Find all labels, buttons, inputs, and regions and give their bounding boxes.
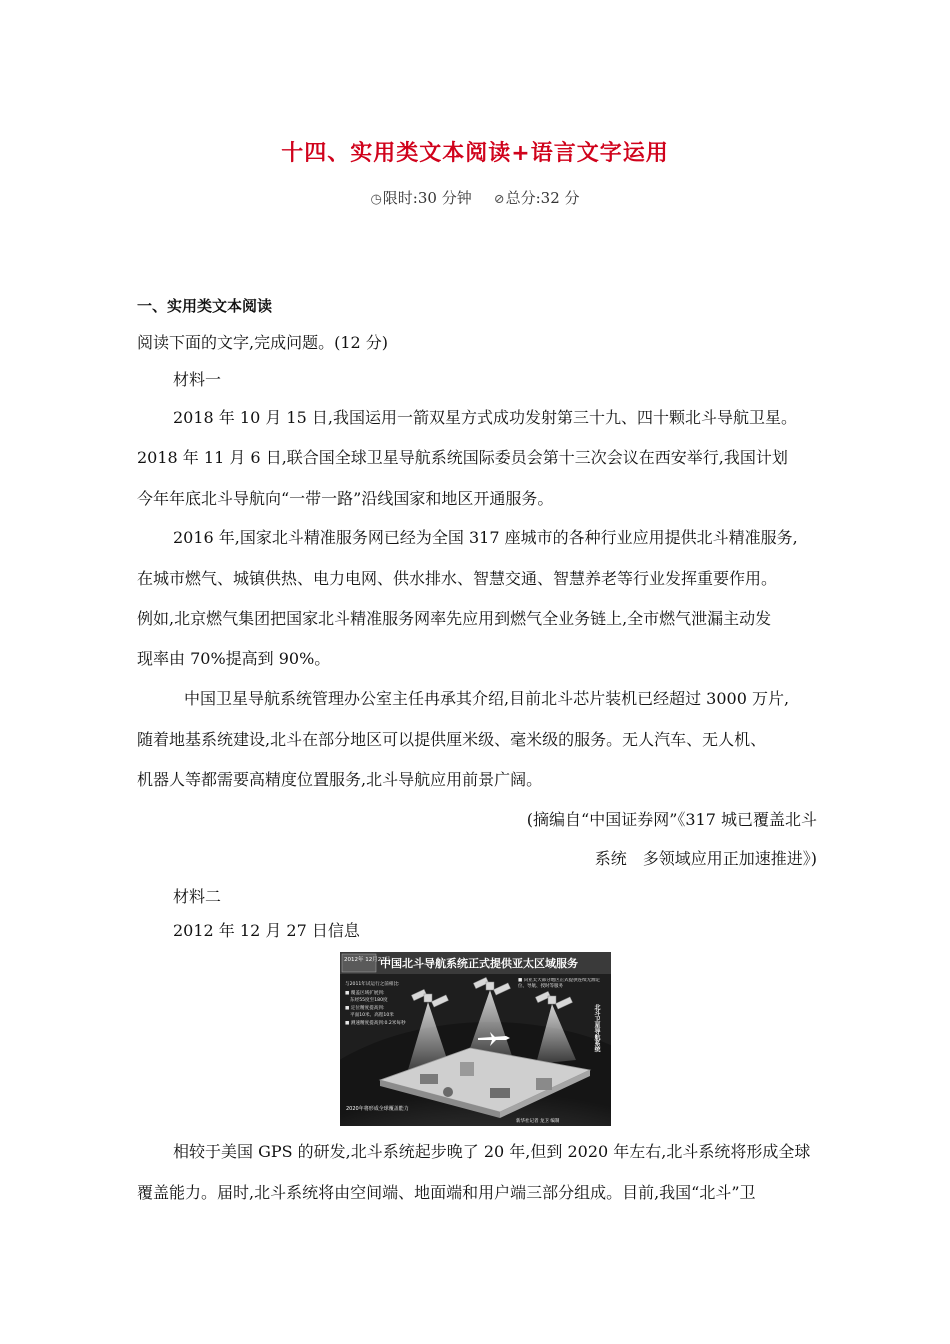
paragraph-line: 相较于美国 GPS 的研发,北斗系统起步晚了 20 年,但到 2020 年左右,北斗系统将形成全球 — [173, 1142, 811, 1161]
clock-icon: ◷ — [370, 192, 382, 207]
paragraph-line: 2016 年,国家北斗精准服务网已经为全国 317 座城市的各种行业应用提供北斗精准服务, — [173, 528, 798, 547]
figure-vertical-label: 北斗卫星导航系统 — [593, 1004, 600, 1052]
total-score: 总分:32 分 — [505, 189, 580, 207]
figure-note: 与2011年试运行之前相比: — [345, 982, 400, 987]
paragraph-line: 中国卫星导航系统管理办公室主任冉承其介绍,目前北斗芯片装机已经超过 3000 万片, — [184, 689, 790, 708]
figure-note: 平面10米、高程10米 — [350, 1013, 394, 1018]
date-line: 2012 年 12 月 27 日信息 — [173, 921, 360, 940]
paragraph-line: 在城市燃气、城镇供热、电力电网、供水排水、智慧交通、智慧养老等行业发挥重要作用。 — [137, 569, 778, 588]
material-label: 材料一 — [173, 370, 222, 389]
paragraph-line: 机器人等都需要高精度位置服务,北斗导航应用前景广阔。 — [137, 770, 543, 789]
figure-note: ■ 覆盖区域扩展到: — [345, 991, 385, 996]
figure-right-note: ■ 向亚太大部分地区正式提供连续无源定位、导航、授时等服务 — [518, 978, 601, 989]
figure-note: ■ 定位精度提高到: — [345, 1006, 385, 1011]
material-label: 材料二 — [173, 887, 222, 906]
figure-note: ■ 测速精度提高到:0.2米每秒 — [345, 1021, 406, 1026]
paragraph-line: 例如,北京燃气集团把国家北斗精准服务网率先应用到燃气全业务链上,全市燃气泄漏主动发 — [137, 609, 772, 628]
figure-note: 东经55度至180度 — [350, 998, 388, 1003]
paragraph-line: 现率由 70%提高到 90%。 — [137, 649, 331, 668]
figure-headline: 中国北斗导航系统正式提供亚太区域服务 — [380, 957, 578, 970]
page-title: 十四、实用类文本阅读+语言文字运用 — [281, 141, 669, 166]
section-heading: 一、实用类文本阅读 — [137, 297, 273, 315]
exam-meta — [0, 187, 950, 208]
check-circle-icon: ⊘ — [493, 192, 505, 207]
source-citation: (摘编自“中国证券网”《317 城已覆盖北斗 — [526, 810, 817, 829]
beidou-infographic — [340, 952, 611, 1126]
source-citation: 系统 多领域应用正加速推进》) — [594, 849, 817, 868]
paragraph-line: 2018 年 10 月 15 日,我国运用一箭双星方式成功发射第三十九、四十颗北斗导航卫星。 — [173, 408, 797, 427]
figure-credit: 新华社记者 龙卫 编制 — [516, 1119, 560, 1124]
paragraph-line: 随着地基系统建设,北斗在部分地区可以提供厘米级、毫米级的服务。无人汽车、无人机、 — [137, 730, 767, 749]
paragraph-line: 覆盖能力。届时,北斗系统将由空间端、地面端和用户端三部分组成。目前,我国“北斗”卫 — [137, 1183, 756, 1202]
paragraph-line: 2018 年 11 月 6 日,联合国全球卫星导航系统国际委员会第十三次会议在西安举行,我国计划 — [137, 448, 788, 467]
figure-bottom-note: 2020年将形成全球覆盖能力 — [346, 1106, 409, 1112]
instruction: 阅读下面的文字,完成问题。(12 分) — [137, 333, 389, 352]
paragraph-line: 今年年底北斗导航向“一带一路”沿线国家和地区开通服务。 — [137, 489, 554, 508]
figure-date-tag: 2012年 12月27日 — [344, 957, 391, 963]
time-limit: 限时:30 分钟 — [382, 189, 472, 207]
